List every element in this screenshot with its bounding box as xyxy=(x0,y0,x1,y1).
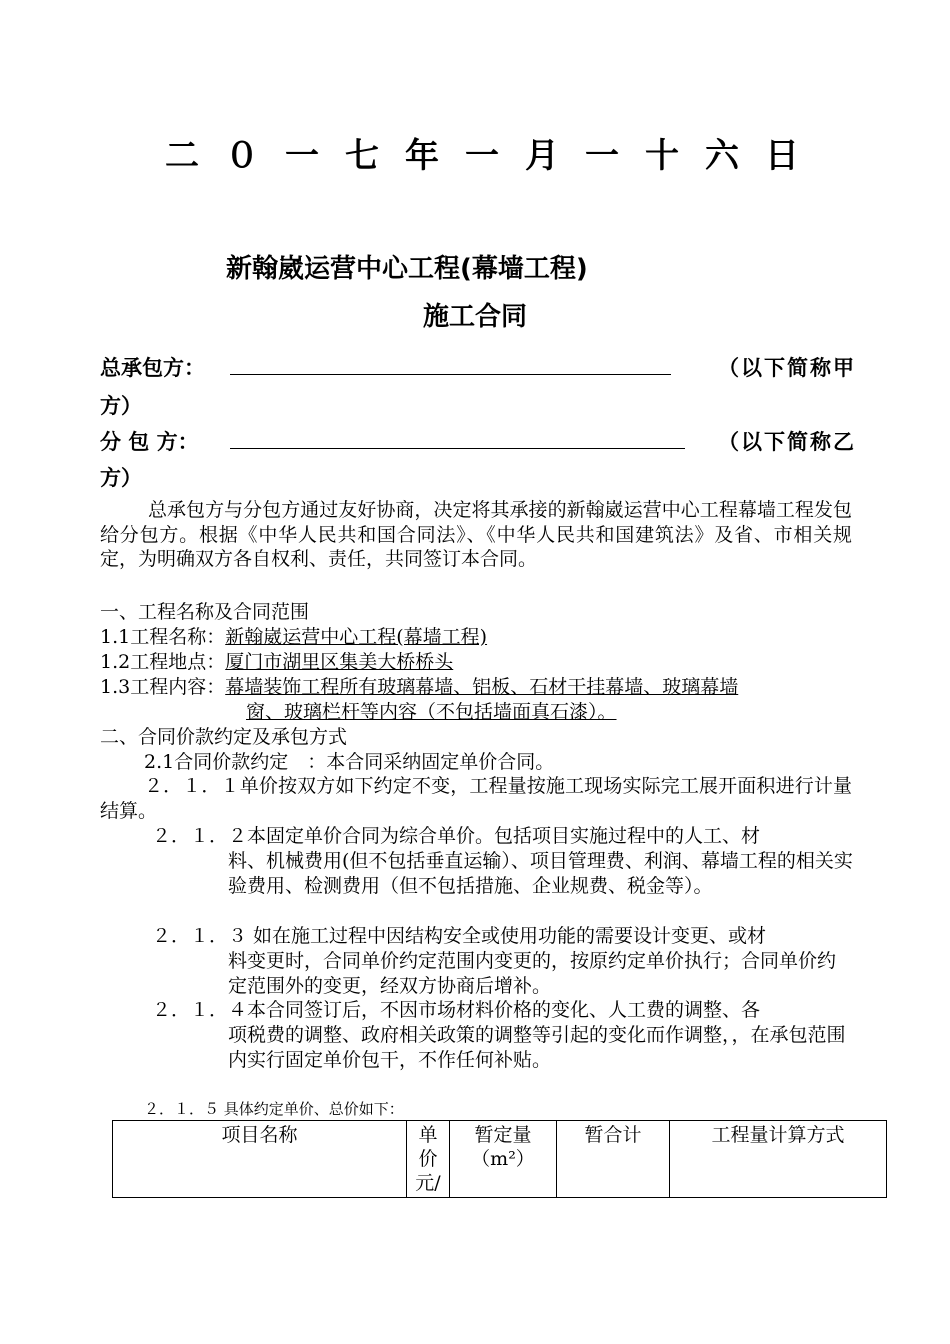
header-quantity: 暂定量（m²） xyxy=(450,1121,557,1198)
header-project-name: 项目名称 xyxy=(113,1121,407,1198)
project-content-continued xyxy=(246,700,617,724)
party-a-suffix-end: 方） xyxy=(100,394,142,418)
date-line: 二０一七年一月一十六日 xyxy=(165,136,825,176)
header-unit-price: 单价元/ xyxy=(407,1121,450,1198)
intro-paragraph: 总承包方与分包方通过友好协商，决定将其承接的新翰崴运营中心工程幕墙工程发包给分包方。根据《中华人民共和国合同法》、《中华人民共和国建筑法》及省、市相关规定，为明确双方各自权利、责任，共同签订本合同。 xyxy=(100,499,852,570)
section2-heading: 二、合同价款约定及承包方式 xyxy=(100,726,348,748)
project-name-label: 1.1工程名称： xyxy=(100,626,226,648)
header-calc-method: 工程量计算方式 xyxy=(670,1121,887,1198)
project-content-line1: 幕墙装饰工程所有玻璃幕墙、铝板、石材干挂幕墙、玻璃幕墙 xyxy=(225,676,739,698)
project-title: 新翰崴运营中心工程(幕墙工程) xyxy=(226,254,588,284)
party-b-label: 分 包 方： xyxy=(100,430,199,454)
clause-2-1: 2.1合同价款约定 ：本合同采纳固定单价合同。 xyxy=(144,751,555,773)
section1-heading: 一、工程名称及合同范围 xyxy=(100,601,310,623)
party-a-suffix: （以下简称甲 xyxy=(718,356,856,380)
project-location-value: 厦门市湖里区集美大桥桥头 xyxy=(225,651,454,673)
project-content-row xyxy=(100,675,738,699)
table-header-row xyxy=(113,1121,887,1198)
contract-title: 施工合同 xyxy=(422,302,527,332)
clause-2-1-4-body: 项税费的调整、政府相关政策的调整等引起的变化而作调整，，在承包范围内实行固定单价包干，不作任何补贴。 xyxy=(228,1024,846,1071)
party-a-blank-line[interactable] xyxy=(230,374,671,375)
project-location-label: 1.2工程地点： xyxy=(100,651,226,673)
clause-2-1-3-head: ２．１．３ 如在施工过程中因结构安全或使用功能的需要设计变更、或材 xyxy=(152,925,767,947)
clause-2-1-4-head: ２．１．４本合同签订后，不因市场材料价格的变化、人工费的调整、各 xyxy=(152,999,761,1021)
project-content-label: 1.3工程内容： xyxy=(100,676,226,698)
clause-2-1-2-body: 料、机械费用(但不包括垂直运输）、项目管理费、利润、幕墙工程的相关实验费用、检测费用（但不包括措施、企业规费、税金等）。 xyxy=(228,850,853,897)
clause-2-1-2-head: ２．１．２本固定单价合同为综合单价。包括项目实施过程中的人工、材 xyxy=(152,825,761,847)
project-name-row xyxy=(100,625,487,649)
header-subtotal: 暂合计 xyxy=(557,1121,670,1198)
project-name-value: 新翰崴运营中心工程(幕墙工程) xyxy=(225,626,488,648)
price-table xyxy=(112,1120,887,1198)
party-b-suffix: （以下简称乙 xyxy=(718,430,856,454)
project-location-row xyxy=(100,650,487,674)
clause-2-1-5: ２．１．５ 具体约定单价、总价如下： xyxy=(144,1100,404,1118)
clause-2-1-3-body: 料变更时，合同单价约定范围内变更的，按原约定单价执行；合同单价约定范围外的变更，经双方协商后增补。 xyxy=(228,950,837,997)
party-b-blank-line[interactable] xyxy=(230,448,685,449)
party-a-label: 总承包方： xyxy=(100,356,205,380)
project-content-line2: 窗、玻璃栏杆等内容（不包括墙面真石漆）。 xyxy=(246,701,617,723)
clause-2-1-1: ２．１．１单价按双方如下约定不变，工程量按施工现场实际完工展开面积进行计量结算。 xyxy=(100,775,852,822)
party-b-suffix-end: 方） xyxy=(100,466,142,490)
